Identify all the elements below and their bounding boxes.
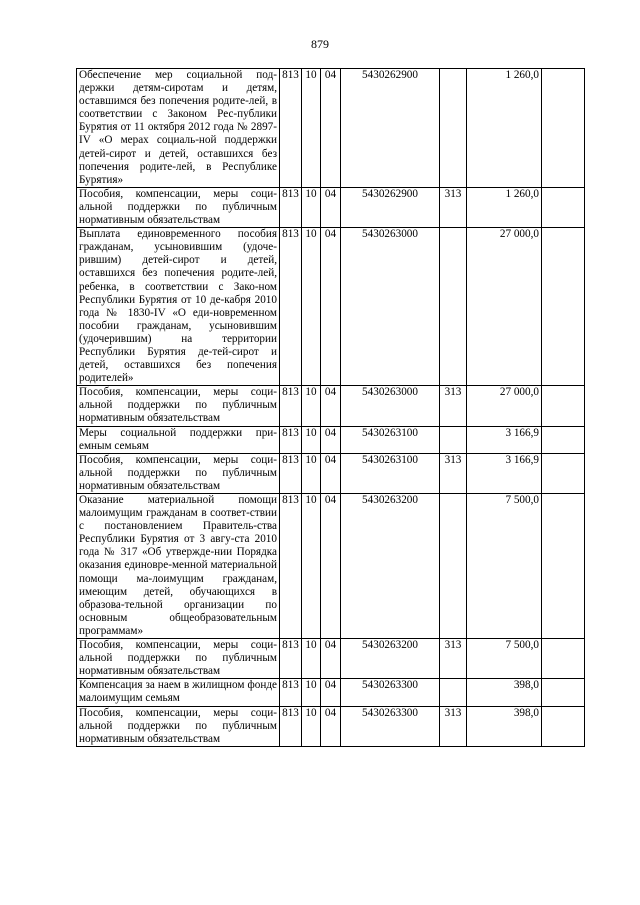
section-code-cell: 10: [302, 228, 321, 386]
empty-cell: [542, 453, 585, 493]
ministry-code-cell: 813: [280, 69, 302, 188]
amount-cell: 7 500,0: [467, 494, 542, 639]
row-name-cell: Выплата единовременного пособия гражданам, усыновившим (удоче-рившим) детей-сирот и детей, оставшихся без попечения родите-лей, ребенка, в соответствии с Зако-ном Республики Бурятия от 10 де-кабря 2010 года № 1830-IV «О еди-новременном пособии гражданам, усыновившим (удочерившим) на территории Республики Бурятия де-тей-сирот и детей, оставшихся без попечения родителей»: [77, 228, 280, 386]
expense-type-cell: 313: [440, 706, 467, 746]
subsection-code-cell: 04: [321, 679, 341, 706]
subsection-code-cell: 04: [321, 453, 341, 493]
amount-cell: 27 000,0: [467, 228, 542, 386]
target-article-cell: 5430263000: [341, 386, 440, 426]
page-number: 879: [311, 37, 329, 51]
target-article-cell: 5430263100: [341, 453, 440, 493]
expense-type-cell: 313: [440, 453, 467, 493]
expense-type-cell: 313: [440, 386, 467, 426]
expense-type-cell: [440, 494, 467, 639]
row-name-cell: Пособия, компенсации, меры соци-альной поддержки по публичным нормативным обязательствам: [77, 386, 280, 426]
ministry-code-cell: 813: [280, 453, 302, 493]
table-row: [77, 679, 585, 706]
ministry-code-cell: 813: [280, 228, 302, 386]
row-name-cell: Пособия, компенсации, меры соци-альной поддержки по публичным нормативным обязательствам: [77, 187, 280, 227]
section-code-cell: 10: [302, 679, 321, 706]
expense-type-cell: [440, 679, 467, 706]
amount-cell: 1 260,0: [467, 69, 542, 188]
target-article-cell: 5430263200: [341, 639, 440, 679]
table-row: [77, 228, 585, 386]
empty-cell: [542, 228, 585, 386]
amount-cell: 27 000,0: [467, 386, 542, 426]
amount-cell: 3 166,9: [467, 426, 542, 453]
section-code-cell: 10: [302, 453, 321, 493]
table-row: [77, 187, 585, 227]
table-row: [77, 494, 585, 639]
subsection-code-cell: 04: [321, 706, 341, 746]
row-name-cell: Компенсация за наем в жилищном фонде малоимущим семьям: [77, 679, 280, 706]
empty-cell: [542, 639, 585, 679]
section-code-cell: 10: [302, 706, 321, 746]
subsection-code-cell: 04: [321, 187, 341, 227]
target-article-cell: 5430263300: [341, 706, 440, 746]
amount-cell: 7 500,0: [467, 639, 542, 679]
amount-cell: 3 166,9: [467, 453, 542, 493]
row-name-cell: Пособия, компенсации, меры соци-альной поддержки по публичным нормативным обязательствам: [77, 706, 280, 746]
table-row: [77, 453, 585, 493]
ministry-code-cell: 813: [280, 426, 302, 453]
expense-type-cell: [440, 69, 467, 188]
amount-cell: 1 260,0: [467, 187, 542, 227]
ministry-code-cell: 813: [280, 639, 302, 679]
subsection-code-cell: 04: [321, 639, 341, 679]
target-article-cell: 5430262900: [341, 69, 440, 188]
section-code-cell: 10: [302, 494, 321, 639]
empty-cell: [542, 69, 585, 188]
table-row: [77, 706, 585, 746]
subsection-code-cell: 04: [321, 386, 341, 426]
section-code-cell: 10: [302, 386, 321, 426]
empty-cell: [542, 706, 585, 746]
empty-cell: [542, 426, 585, 453]
empty-cell: [542, 679, 585, 706]
row-name-cell: Пособия, компенсации, меры соци-альной поддержки по публичным нормативным обязательствам: [77, 453, 280, 493]
subsection-code-cell: 04: [321, 228, 341, 386]
ministry-code-cell: 813: [280, 187, 302, 227]
row-name-cell: Пособия, компенсации, меры соци-альной поддержки по публичным нормативным обязательствам: [77, 639, 280, 679]
ministry-code-cell: 813: [280, 679, 302, 706]
section-code-cell: 10: [302, 639, 321, 679]
expense-type-cell: 313: [440, 639, 467, 679]
empty-cell: [542, 494, 585, 639]
expense-type-cell: 313: [440, 187, 467, 227]
amount-cell: 398,0: [467, 706, 542, 746]
target-article-cell: 5430262900: [341, 187, 440, 227]
empty-cell: [542, 386, 585, 426]
row-name-cell: Меры социальной поддержки при-емным семьям: [77, 426, 280, 453]
target-article-cell: 5430263300: [341, 679, 440, 706]
target-article-cell: 5430263100: [341, 426, 440, 453]
table-row: [77, 639, 585, 679]
section-code-cell: 10: [302, 69, 321, 188]
expense-type-cell: [440, 426, 467, 453]
table-row: [77, 426, 585, 453]
table-row: [77, 386, 585, 426]
empty-cell: [542, 187, 585, 227]
section-code-cell: 10: [302, 187, 321, 227]
subsection-code-cell: 04: [321, 494, 341, 639]
target-article-cell: 5430263200: [341, 494, 440, 639]
subsection-code-cell: 04: [321, 69, 341, 188]
subsection-code-cell: 04: [321, 426, 341, 453]
row-name-cell: Обеспечение мер социальной под-держки детям-сиротам и детям, оставшимся без попечения родите-лей, в соответствии с Законом Рес-публики Бурятия от 11 октября 2012 года № 2897-IV «О мерах социаль-ной поддержки детей-сирот и детей, оставшихся без попечения родите-лей, в Республике Бурятия»: [77, 69, 280, 188]
table-body: [77, 69, 585, 747]
expense-type-cell: [440, 228, 467, 386]
table-row: [77, 69, 585, 188]
budget-table: [76, 68, 585, 747]
ministry-code-cell: 813: [280, 706, 302, 746]
ministry-code-cell: 813: [280, 494, 302, 639]
section-code-cell: 10: [302, 426, 321, 453]
row-name-cell: Оказание материальной помощи малоимущим гражданам в соответ-ствии с постановлением Правитель-ства Республики Бурятия от 3 авгу-ста 2010 года № 317 «Об утвержде-нии Порядка оказания единовре-менной материальной помощи ма-лоимущим гражданам, имеющим детей, обучающихся в образова-тельной организации по основным общеобразовательным программам»: [77, 494, 280, 639]
target-article-cell: 5430263000: [341, 228, 440, 386]
amount-cell: 398,0: [467, 679, 542, 706]
ministry-code-cell: 813: [280, 386, 302, 426]
